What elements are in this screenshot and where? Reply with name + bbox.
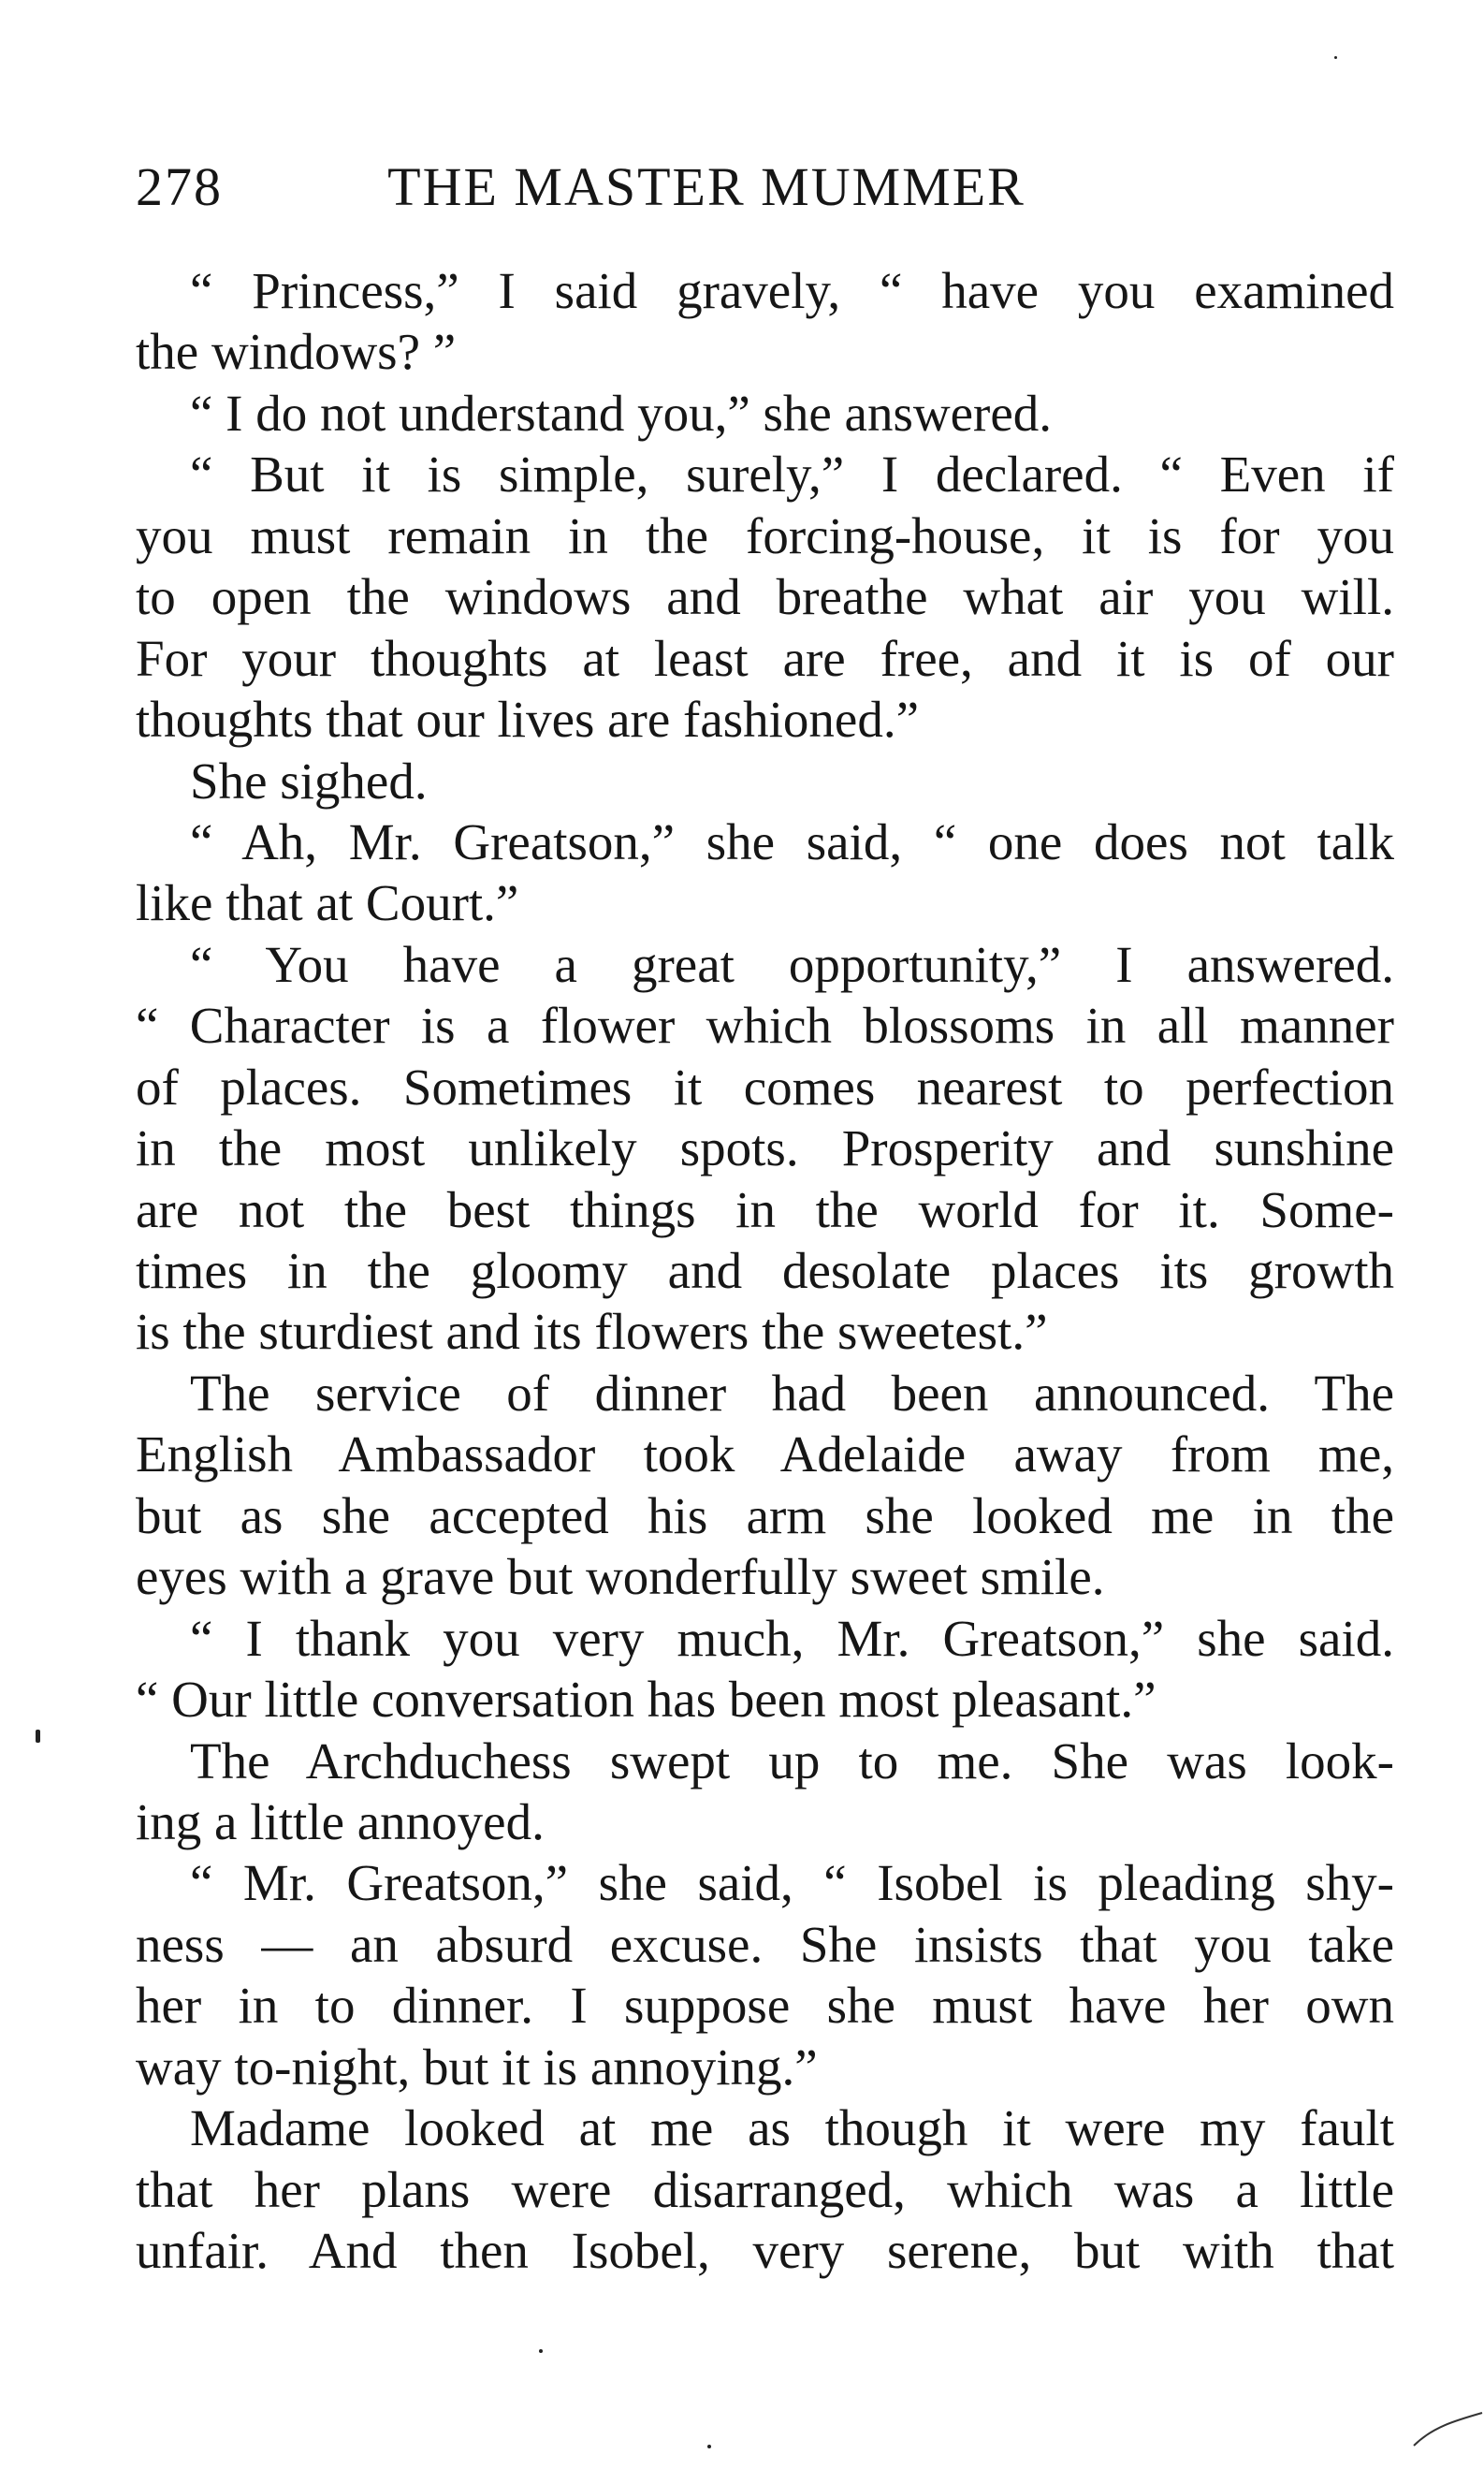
running-title: THE MASTER MUMMER (387, 156, 1026, 217)
text-line: Madame looked at me as though it were my fault (190, 2099, 1394, 2157)
text-line: “ But it is simple, surely,” I declared. “ Even if (190, 446, 1394, 504)
text-line: to open the windows and breathe what air you will. (136, 568, 1394, 626)
scan-speck (1334, 56, 1337, 59)
scan-speck (707, 2445, 711, 2448)
text-line: ness — an absurd excuse. She insists that you take (136, 1915, 1394, 1973)
text-line: like that at Court.” (136, 874, 519, 932)
page-number: 278 (136, 156, 223, 217)
text-line: are not the best things in the world for it. Some- (136, 1180, 1394, 1238)
text-line: “ I do not understand you,” she answered. (190, 384, 1052, 442)
running-head (136, 150, 1137, 225)
text-line: “ You have a great opportunity,” I answered. (190, 935, 1394, 993)
text-line: way to-night, but it is annoying.” (136, 2038, 818, 2096)
text-line: her in to dinner. I suppose she must have her own (136, 1977, 1394, 2035)
text-line: The Archduchess swept up to me. She was look- (190, 1731, 1394, 1790)
text-line: “ I thank you very much, Mr. Greatson,” she said. (190, 1609, 1394, 1667)
text-line: thoughts that our lives are fashioned.” (136, 691, 920, 749)
text-line: “ Mr. Greatson,” she said, “ Isobel is pleading shy- (190, 1854, 1394, 1912)
text-line: “ Character is a flower which blossoms in all manner (136, 997, 1394, 1055)
text-line: “ Ah, Mr. Greatson,” she said, “ one does not talk (190, 812, 1394, 870)
text-line: that her plans were disarranged, which was a little (136, 2160, 1394, 2218)
text-line: of places. Sometimes it comes nearest to perfection (136, 1058, 1394, 1116)
text-line: English Ambassador took Adelaide away from me, (136, 1425, 1394, 1483)
text-line: times in the gloomy and desolate places its growth (136, 1242, 1394, 1299)
text-line: ing a little annoyed. (136, 1792, 545, 1850)
text-line: is the sturdiest and its flowers the sweetest.” (136, 1303, 1048, 1361)
text-line: unfair. And then Isobel, very serene, but with that (136, 2222, 1394, 2279)
scan-speck (36, 1730, 40, 1743)
text-line: the windows? ” (136, 323, 457, 381)
text-line: “ Princess,” I said gravely, “ have you examined (190, 262, 1394, 319)
text-line: you must remain in the forcing-house, it is for you (136, 506, 1394, 564)
text-line: The service of dinner had been announced. The (190, 1364, 1394, 1422)
body-text (136, 260, 1394, 2281)
text-line: “ Our little conversation has been most pleasant.” (136, 1671, 1157, 1729)
text-line: in the most unlikely spots. Prosperity and sunshine (136, 1119, 1394, 1177)
text-line: She sighed. (190, 752, 428, 810)
page-edge-mark (1409, 2375, 1484, 2450)
scan-speck (539, 2349, 543, 2353)
text-line: For your thoughts at least are free, and it is of our (136, 629, 1394, 687)
text-line: eyes with a grave but wonderfully sweet smile. (136, 1548, 1105, 1606)
text-line: but as she accepted his arm she looked me in the (136, 1486, 1394, 1544)
